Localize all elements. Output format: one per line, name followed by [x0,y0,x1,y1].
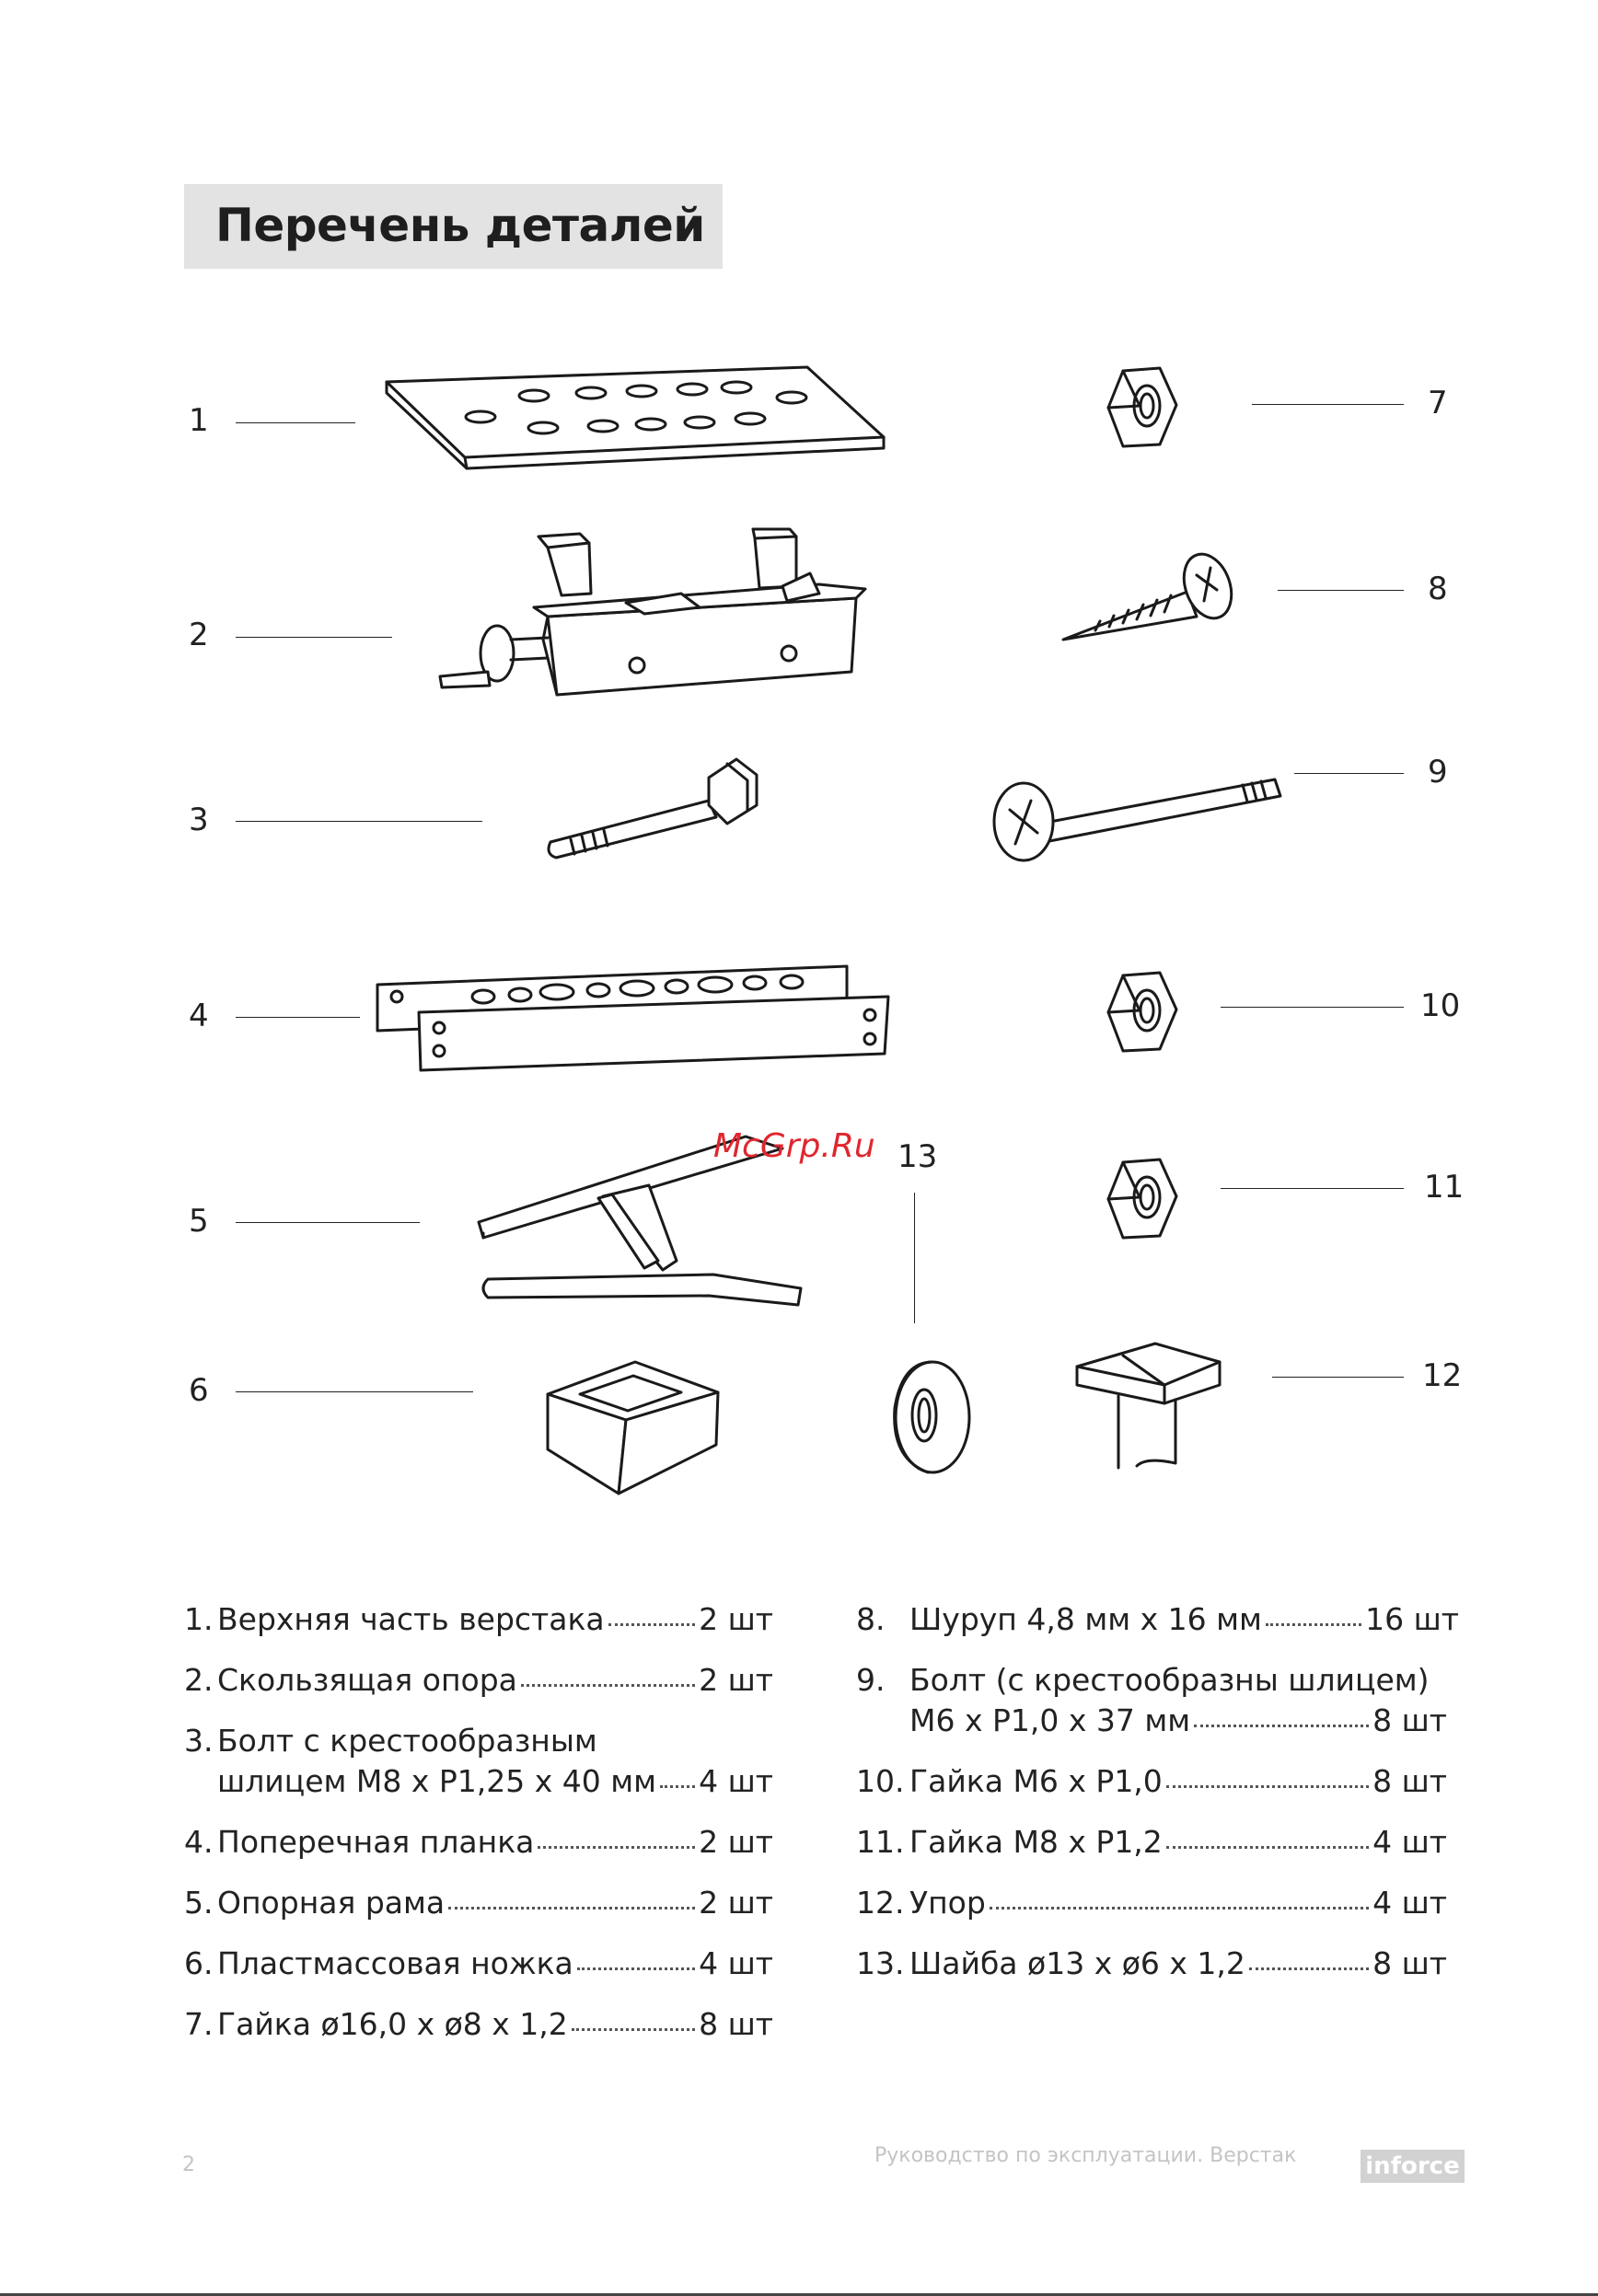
leader-line-13 [914,1193,915,1323]
page-title: Перечень деталей [215,199,705,252]
washer-illustration [882,1357,974,1477]
dot-leader [990,1907,1369,1909]
leader-line-8 [1278,590,1404,591]
item-name: Болт с крестообразным [217,1723,597,1759]
section-title-box [184,184,723,269]
footer-manual-title: Руководство по эксплуатации. Верстак [874,2144,1297,2167]
item-name: Гайка ø16,0 x ø8 x 1,2 [217,2006,568,2042]
page-number: 2 [182,2153,195,2176]
item-qty: 2 шт [699,1824,773,1860]
list-item-line1 [856,1662,1430,1698]
list-item [856,1824,1447,1860]
item-name-continued: M6 x P1,0 x 37 мм [909,1702,1191,1738]
item-name: Гайка M6 x P1,0 [909,1763,1163,1799]
leader-line-7 [1252,404,1404,405]
item-number: 8. [856,1601,886,1637]
item-qty: 8 шт [1372,1702,1447,1738]
item-name: Шуруп 4,8 мм x 16 мм [909,1601,1262,1637]
list-item [184,1662,773,1698]
item-name-continued: шлицем M8 x P1,25 x 40 мм [217,1763,657,1799]
sliding-support-illustration [433,529,874,699]
item-name: Болт (с крестообразны шлицем) [909,1662,1430,1698]
leader-line-9 [1294,773,1404,774]
item-qty: 4 шт [1372,1824,1447,1860]
item-name: Скользящая опора [217,1662,517,1698]
item-name: Гайка M8 x P1,2 [909,1824,1163,1860]
nut-m6-illustration [1105,968,1183,1056]
bolt-m8-illustration [543,755,764,860]
workbench-top-illustration [382,363,888,474]
item-qty: 2 шт [699,1885,773,1921]
callout-8: 8 [1428,571,1448,607]
item-number: 11. [856,1824,905,1860]
callout-5: 5 [189,1203,209,1240]
dot-leader [1166,1846,1369,1849]
list-item-line1 [184,1723,597,1759]
callout-7: 7 [1428,385,1448,421]
item-name: Поперечная планка [217,1824,535,1860]
item-number: 10. [856,1763,905,1799]
dot-leader [448,1907,695,1909]
item-number: 1. [184,1601,214,1637]
leader-line-10 [1221,1007,1404,1008]
dot-leader [660,1785,695,1788]
item-number: 4. [184,1824,214,1860]
list-item [856,1702,1447,1738]
callout-10: 10 [1420,987,1461,1024]
plastic-foot-illustration [543,1357,723,1495]
dot-leader [577,1967,695,1970]
callout-9: 9 [1428,754,1448,790]
bolt-m6-illustration [990,759,1284,870]
leader-line-3 [236,821,482,822]
item-name: Пластмассовая ножка [217,1945,573,1981]
screw-illustration [1059,548,1238,649]
item-number: 3. [184,1723,214,1759]
callout-1: 1 [189,402,209,439]
item-qty: 8 шт [1372,1763,1447,1799]
leader-line-11 [1221,1188,1404,1189]
item-number: 5. [184,1885,214,1921]
leader-line-4 [236,1017,360,1018]
item-qty: 16 шт [1365,1601,1459,1637]
callout-2: 2 [189,617,209,653]
list-item [184,1885,773,1921]
leader-line-2 [236,637,392,638]
stop-illustration [1072,1339,1229,1468]
list-item [184,2006,773,2042]
leader-line-6 [236,1391,473,1392]
leader-line-1 [236,422,355,423]
item-number: 12. [856,1885,905,1921]
dot-leader [608,1623,695,1626]
watermark: McGrp.Ru [713,1127,875,1165]
item-qty: 4 шт [699,1763,773,1799]
item-qty: 4 шт [699,1945,773,1981]
item-qty: 2 шт [699,1601,773,1637]
item-number: 2. [184,1662,214,1698]
item-qty: 8 шт [699,2006,773,2042]
leader-line-5 [236,1222,420,1223]
leader-line-12 [1272,1377,1404,1378]
list-item [184,1763,773,1799]
list-item [856,1885,1447,1921]
item-qty: 8 шт [1372,1945,1447,1981]
item-number: 9. [856,1662,886,1698]
callout-4: 4 [189,998,209,1034]
dot-leader [521,1684,695,1687]
list-item [856,1601,1459,1637]
list-item [184,1824,773,1860]
list-item [184,1945,773,1981]
item-name: Шайба ø13 x ø6 x 1,2 [909,1945,1245,1981]
item-qty: 2 шт [699,1662,773,1698]
nut-m8-illustration [1105,1155,1183,1242]
callout-6: 6 [189,1372,209,1409]
item-number: 6. [184,1945,214,1981]
item-name: Упор [909,1885,986,1921]
callout-3: 3 [189,802,209,838]
callout-12: 12 [1422,1357,1463,1394]
dot-leader [1194,1725,1369,1727]
dot-leader [1249,1967,1369,1970]
brand-logo: inforce [1361,2150,1465,2183]
list-item [184,1601,773,1637]
dot-leader [538,1846,695,1849]
item-qty: 4 шт [1372,1885,1447,1921]
dot-leader [1166,1785,1369,1788]
dot-leader [1266,1623,1361,1626]
callout-13: 13 [897,1138,938,1175]
list-item [856,1945,1447,1981]
item-name: Опорная рама [217,1885,446,1921]
item-number: 13. [856,1945,905,1981]
nut-16-illustration [1105,363,1183,451]
item-number: 7. [184,2006,214,2042]
cross-bar-illustration [373,962,897,1077]
callout-11: 11 [1424,1169,1465,1206]
list-item [856,1763,1447,1799]
item-name: Верхняя часть верстака [217,1601,605,1637]
dot-leader [572,2028,695,2031]
